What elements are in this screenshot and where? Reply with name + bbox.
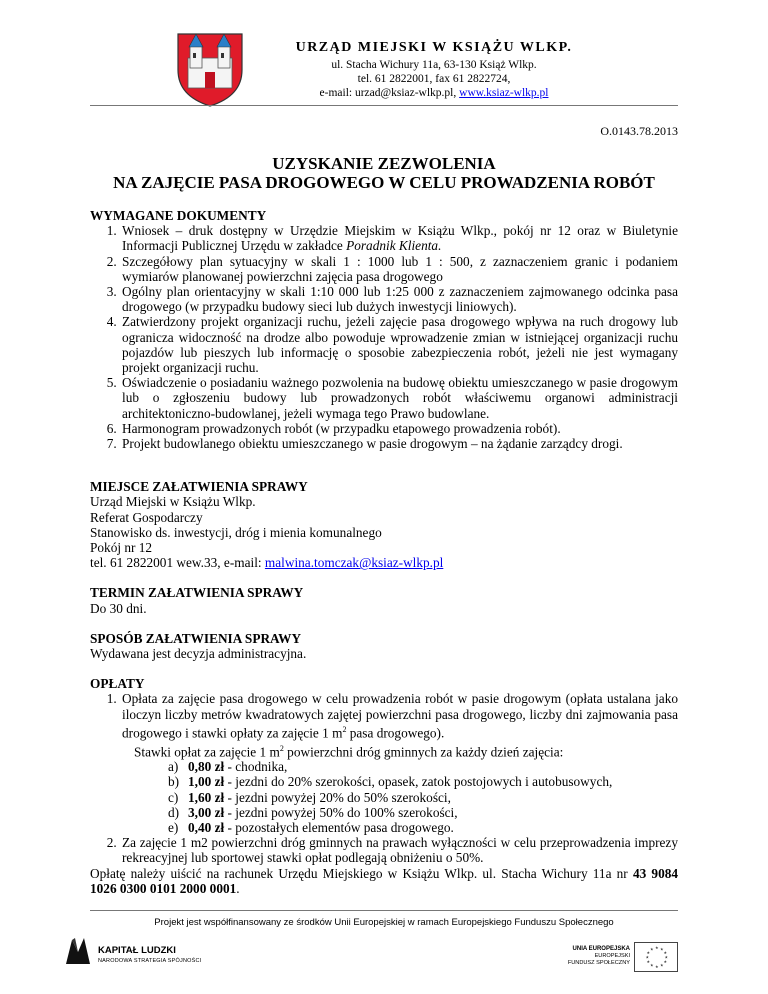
documents-list bbox=[90, 223, 678, 451]
svg-text:★: ★ bbox=[660, 946, 664, 952]
town-coat-of-arms bbox=[172, 28, 248, 108]
rate-item: e) 0,40 zł - pozostałych elementów pasa drogowego. bbox=[168, 819, 454, 835]
document-item: 5. Oświadczenie o posiadaniu ważnego pozwolenia na budowę obiektu umieszczanego w pasie drogowym lub o zgłoszeniu budowy lub prowadzonych robót właściwemu organowi administracji architektoniczno-budowlanej, jeżeli wymaga tego Prawo budowlane. bbox=[120, 375, 678, 421]
bank-account-number: 43 9084 1026 0300 0101 2000 0001 bbox=[90, 865, 679, 896]
svg-text:★: ★ bbox=[663, 950, 668, 955]
location-heading: MIEJSCE ZAŁATWIENIA SPRAWY bbox=[90, 479, 308, 495]
rate-item: d) 3,00 zł - jezdni powyżej 50% do 100% szerokości, bbox=[168, 804, 458, 820]
office-name: URZĄD MIEJSKI W KSIĄŻU WLKP. bbox=[295, 40, 573, 55]
rate-item: a) 0,80 zł - chodnika, bbox=[168, 759, 288, 775]
method-heading: SPOSÓB ZAŁATWIENIA SPRAWY bbox=[90, 630, 302, 646]
location-room: Pokój nr 12 bbox=[90, 540, 153, 556]
fees-heading: OPŁATY bbox=[90, 676, 145, 692]
website-link[interactable]: www.ksiaz-wlkp.pl bbox=[459, 87, 549, 99]
document-item: 2. Szczegółowy plan sytuacyjny w skali 1 : 1000 lub 1 : 500, z zaznaczeniem granic i podaniem wymiarów planowanej powierzchni zajęcia pasa drogowego bbox=[120, 254, 678, 284]
svg-text:★: ★ bbox=[650, 946, 654, 952]
document-body bbox=[90, 208, 678, 896]
deadline-heading: TERMIN ZAŁATWIENIA SPRAWY bbox=[90, 585, 304, 601]
method-text: Wydawana jest decyzja administracyjna. bbox=[90, 646, 307, 662]
svg-text:★: ★ bbox=[645, 954, 650, 960]
office-phone-fax: tel. 61 2822001, fax 61 2822724, bbox=[357, 73, 511, 85]
reference-number: O.0143.78.2013 bbox=[600, 124, 678, 138]
documents-heading: WYMAGANE DOKUMENTY bbox=[90, 208, 267, 223]
svg-text:★: ★ bbox=[660, 962, 664, 968]
rates-intro: Stawki opłat za zajęcie 1 $m^2$ powierzchni dróg gminnych za każdy dzień zajęcia: bbox=[134, 743, 564, 759]
rates-list bbox=[90, 759, 678, 835]
svg-text:★: ★ bbox=[664, 954, 669, 960]
fee-item: 1. Opłata za zajęcie pasa drogowego w celu prowadzenia robót w pasie drogowym (opłata ustalana jako iloczyn liczby metrów kwadratowych zajętej powierzchni pasa drogowego, liczby dni zajmowania pasa drogowego i stawki opłaty za zajęcie 1 $m^2$ pasa drogowego). Stawki opłat za zajęcie 1 $m^2$ powierzchni dróg gminnych za każdy dzień zajęcia: bbox=[120, 691, 678, 759]
svg-text:★: ★ bbox=[663, 959, 668, 964]
svg-text:★: ★ bbox=[655, 945, 659, 950]
document-item: 7. Projekt budowlanego obiektu umieszczanego w pasie drogowym – na żądanie zarządcy drogi. bbox=[120, 436, 678, 451]
svg-text:★: ★ bbox=[655, 964, 659, 969]
svg-text:★: ★ bbox=[646, 950, 651, 955]
document-item: 6. Harmonogram prowadzonych robót (w przypadku etapowego prowadzenia robót). bbox=[120, 421, 678, 436]
document-item: 3. Ogólny plan orientacyjny w skali 1:10 000 lub 1:25 000 z zaznaczeniem zajmowanego odcinka pasa drogowego (w przypadku budowy sieci lub dużych inwestycji liniowych). bbox=[120, 284, 678, 314]
office-address: ul. Stacha Wichury 11a, 63-130 Książ Wlkp. bbox=[331, 59, 537, 71]
eu-logo-text: UNIA EUROPEJSKA EUROPEJSKI FUNDUSZ SPOŁECZNY bbox=[567, 946, 630, 966]
svg-text:★: ★ bbox=[646, 959, 651, 964]
rate-item: b) 1,00 zł - jezdni do 20% szerokości, opasek, zatok postojowych i autobusowych, bbox=[168, 774, 613, 790]
document-title-line2: NA ZAJĘCIE PASA DROGOWEGO W CELU PROWADZENIA ROBÓT bbox=[113, 173, 655, 192]
location-office: Urząd Miejski w Książu Wlkp. bbox=[90, 494, 256, 510]
payment-instructions: Opłatę należy uiścić na rachunek Urzędu Miejskiego w Książu Wlkp. ul. Stacha Wichury 11a nr 43 9084 1026 0300 0101 2000 0001. bbox=[90, 865, 679, 896]
document-item: 1. Wniosek – druk dostępny w Urzędzie Miejskim w Książu Wlkp., pokój nr 12 oraz w Biuletynie Informacji Publicznej Urzędu w zakładce Poradnik Klienta. bbox=[120, 223, 678, 253]
location-contact: tel. 61 2822001 wew.33, e-mail: malwina.tomczak@ksiaz-wlkp.pl bbox=[90, 555, 444, 571]
poradnik-klienta-text: Poradnik Klienta. bbox=[346, 238, 442, 254]
rate-item: c) 1,60 zł - jezdni powyżej 20% do 50% szerokości, bbox=[168, 789, 451, 805]
office-email-line bbox=[250, 87, 618, 99]
office-email: e-mail: urzad@ksiaz-wlkp.pl, bbox=[319, 87, 460, 99]
fees-list-continued bbox=[90, 835, 678, 865]
contact-email-link[interactable]: malwina.tomczak@ksiaz-wlkp.pl bbox=[264, 555, 444, 571]
fees-list bbox=[90, 691, 678, 759]
kapital-ludzki-logo-icon bbox=[62, 934, 94, 968]
fee-item: 2. Za zajęcie 1 m2 powierzchni dróg gminnych na prawach wyłączności w celu przeprowadzenia imprezy rekreacyjnej lub sportowej stawki opłat podlegają obniżeniu o 50%. bbox=[120, 835, 678, 865]
footer-divider bbox=[90, 910, 678, 911]
location-position: Stanowisko ds. inwestycji, dróg i mienia komunalnego bbox=[90, 524, 382, 540]
svg-text:★: ★ bbox=[650, 962, 654, 968]
kapital-ludzki-subtitle: NARODOWA STRATEGIA SPÓJNOŚCI bbox=[98, 958, 202, 964]
cofinance-note: Projekt jest współfinansowany ze środków Unii Europejskiej w ramach Europejskiego Funduszu Społecznego bbox=[154, 917, 614, 928]
document-title-line1: UZYSKANIE ZEZWOLENIA bbox=[272, 154, 496, 173]
deadline-text: Do 30 dni. bbox=[90, 600, 147, 616]
document-item: 4. Zatwierdzony projekt organizacji ruchu, jeżeli zajęcie pasa drogowego wpływa na ruch drogowy lub ogranicza widoczność na drodze albo powoduje wprowadzenie zmian w istniejącej organizacji ruchu pojazdów lub pieszych lub informację o sposobie zabezpieczenia robót, jeżeli nie jest wymagany projekt organizacji ruchu. bbox=[120, 314, 678, 375]
header-divider bbox=[90, 105, 678, 106]
location-department: Referat Gospodarczy bbox=[90, 509, 203, 525]
eu-flag-icon bbox=[634, 942, 678, 972]
kapital-ludzki-title: KAPITAŁ LUDZKI bbox=[98, 945, 176, 956]
